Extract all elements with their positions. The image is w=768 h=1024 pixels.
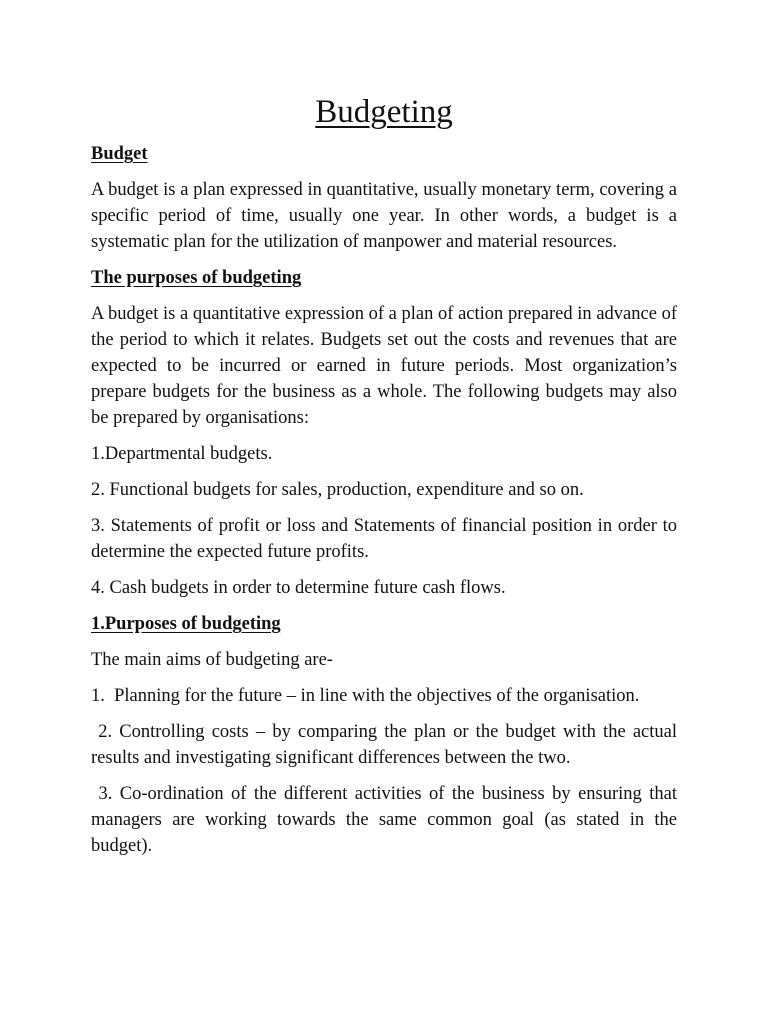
document-page	[91, 92, 682, 869]
purposes-paragraph: A budget is a quantitative expression of a plan of action prepared in advance of the period to which it relates. Budgets set out the costs and revenues that are expected to be incurred or earned in future periods. Most organization’s prepare budgets for the business as a whole. The following budgets may also be prepared by organisations:	[91, 304, 677, 428]
budget-definition-paragraph: A budget is a plan expressed in quantitative, usually monetary term, covering a specific period of time, usually one year. In other words, a budget is a systematic plan for the utilization of manpower and material resources.	[91, 180, 677, 252]
section-heading-budget: Budget	[91, 144, 148, 164]
aims-intro: The main aims of budgeting are-	[91, 650, 333, 670]
aim-item: 3. Co-ordination of the different activities of the business by ensuring that managers are working towards the same common goal (as stated in the budget).	[91, 784, 682, 856]
budget-type-item: 1.Departmental budgets.	[91, 444, 273, 464]
aim-item: 1. Planning for the future – in line with the objectives of the organisation.	[91, 686, 640, 706]
section-heading-purposes: The purposes of budgeting	[91, 268, 302, 288]
section-heading-aims: 1.Purposes of budgeting	[91, 614, 281, 634]
budget-type-item: 3. Statements of profit or loss and Statements of financial position in order to determine the expected future profits.	[91, 516, 677, 562]
budget-type-item: 4. Cash budgets in order to determine future cash flows.	[91, 578, 506, 598]
budget-type-item: 2. Functional budgets for sales, production, expenditure and so on.	[91, 480, 584, 500]
document-title: Budgeting	[315, 94, 453, 130]
aim-item: 2. Controlling costs – by comparing the plan or the budget with the actual results and investigating significant differences between the two.	[91, 722, 682, 768]
